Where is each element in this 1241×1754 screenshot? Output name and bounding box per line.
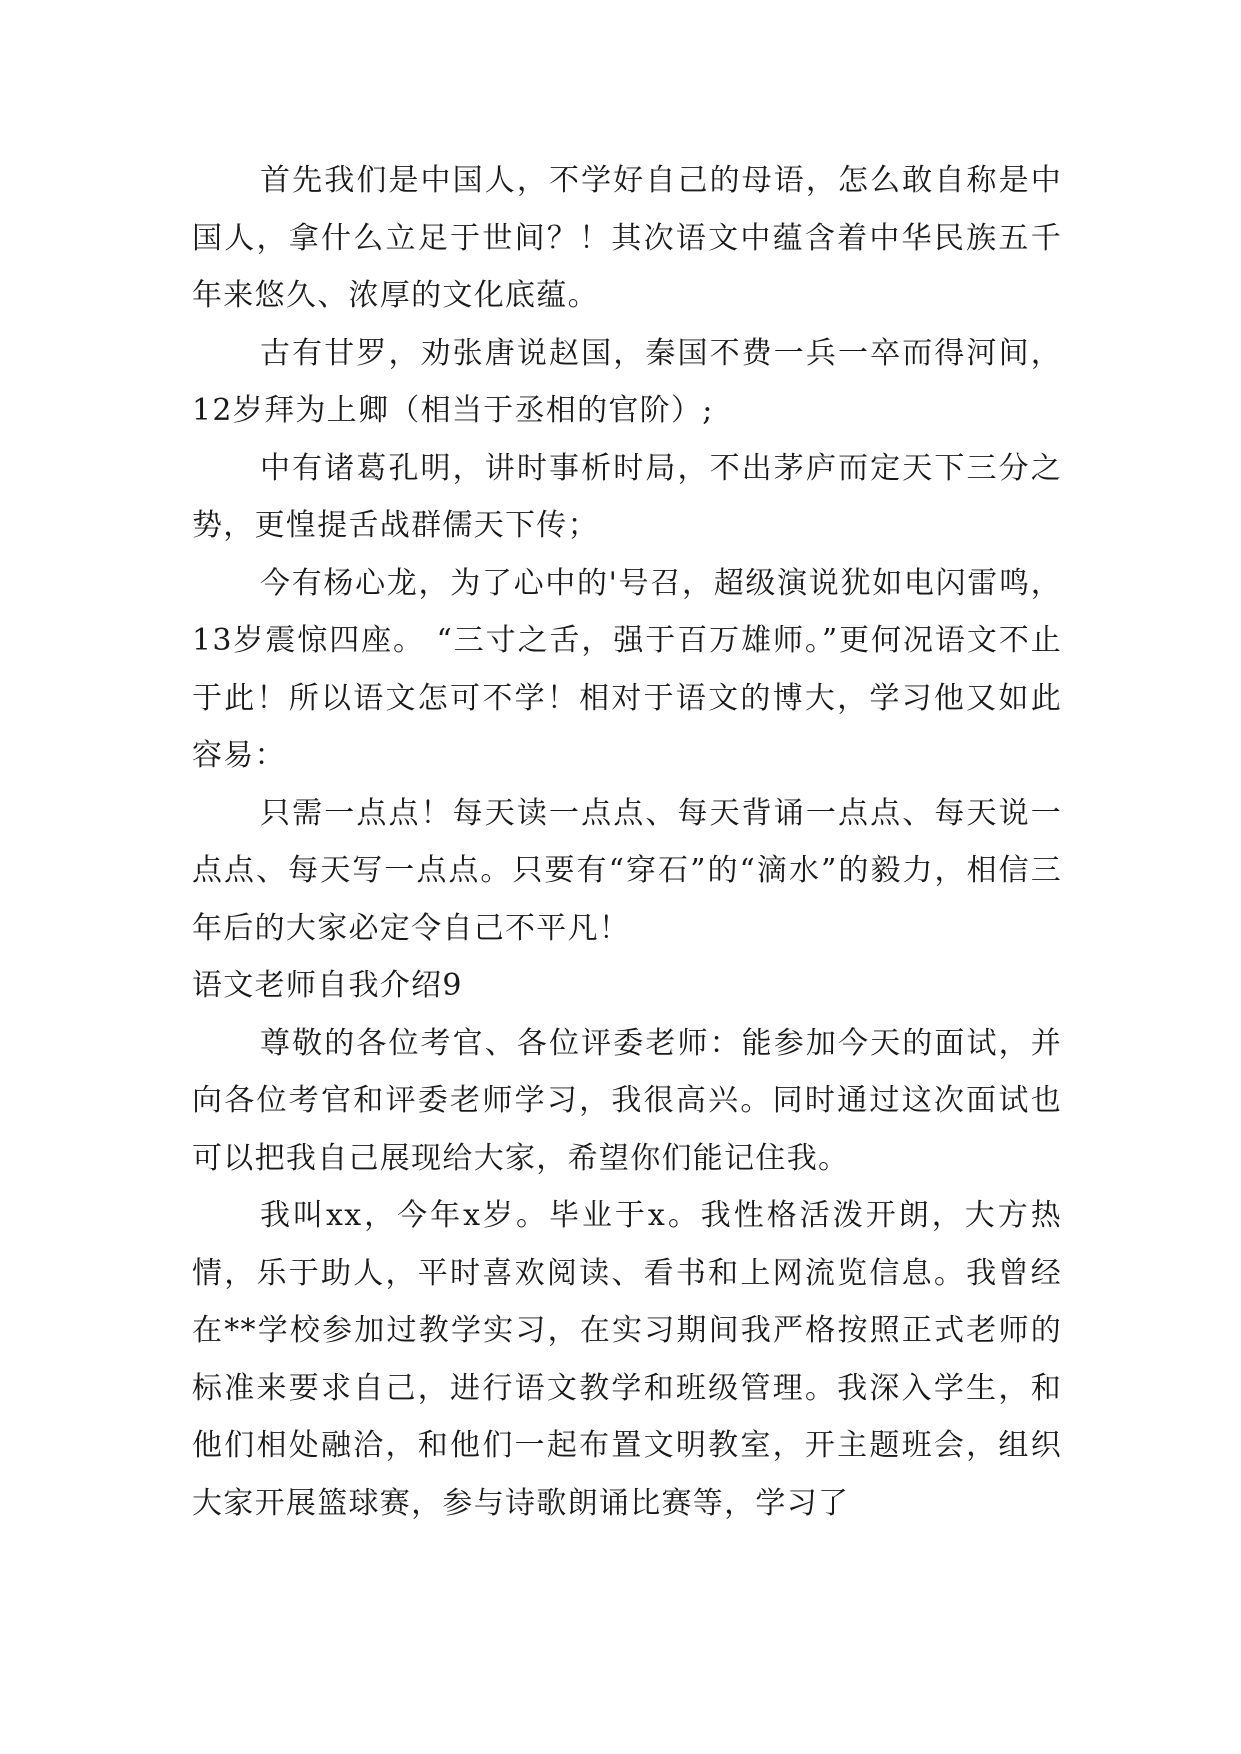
paragraph-yang-xinlong: 今有杨心龙，为了心中的'号召，超级演说犹如电闪雷鸣，13岁震惊四座。 “三寸之舌，强于百万雄师。”更何况语文不止于此！所以语文怎可不学！相对于语文的博大，学习他又如此容易： — [192, 565, 1062, 773]
paragraph-gan-luo: 古有甘罗，劝张唐说赵国，秦国不费一兵一卒而得河间，12岁拜为上卿（相当于丞相的官阶）; — [192, 335, 1062, 428]
paragraph-zhuge-kongming: 中有诸葛孔明，讲时事析时局，不出茅庐而定天下三分之势，更惶提舌战群儒天下传； — [192, 450, 1062, 543]
paragraph-little-by-little: 只需一点点！每天读一点点、每天背诵一点点、每天说一点点、每天写一点点。只要有“穿石”的“滴水”的毅力，相信三年后的大家必定令自己不平凡！ — [192, 795, 1062, 946]
paragraph-mother-tongue: 首先我们是中国人，不学好自己的母语，怎么敢自称是中国人，拿什么立足于世间？！其次语文中蕴含着中华民族五千年来悠久、浓厚的文化底蕴。 — [192, 163, 1062, 313]
paragraph-greeting: 尊敬的各位考官、各位评委老师：能参加今天的面试，并向各位考官和评委老师学习，我很高兴。同时通过这次面试也可以把我自己展现给大家，希望你们能记住我。 — [192, 1025, 1062, 1176]
section-heading: 语文老师自我介绍9 — [192, 968, 463, 1003]
paragraph-self-introduction: 我叫xx，今年x岁。毕业于x。我性格活泼开朗，大方热情，乐于助人，平时喜欢阅读、看书和上网流览信息。我曾经在**学校参加过教学实习，在实习期间我严格按照正式老师的标准来要求自己，进行语文教学和班级管理。我深入学生，和他们相处融洽，和他们一起布置文明教室，开主题班会，组织大家开展篮球赛，参与诗歌朗诵比赛等，学习了 — [192, 1198, 1062, 1521]
document-body — [192, 152, 1062, 1532]
